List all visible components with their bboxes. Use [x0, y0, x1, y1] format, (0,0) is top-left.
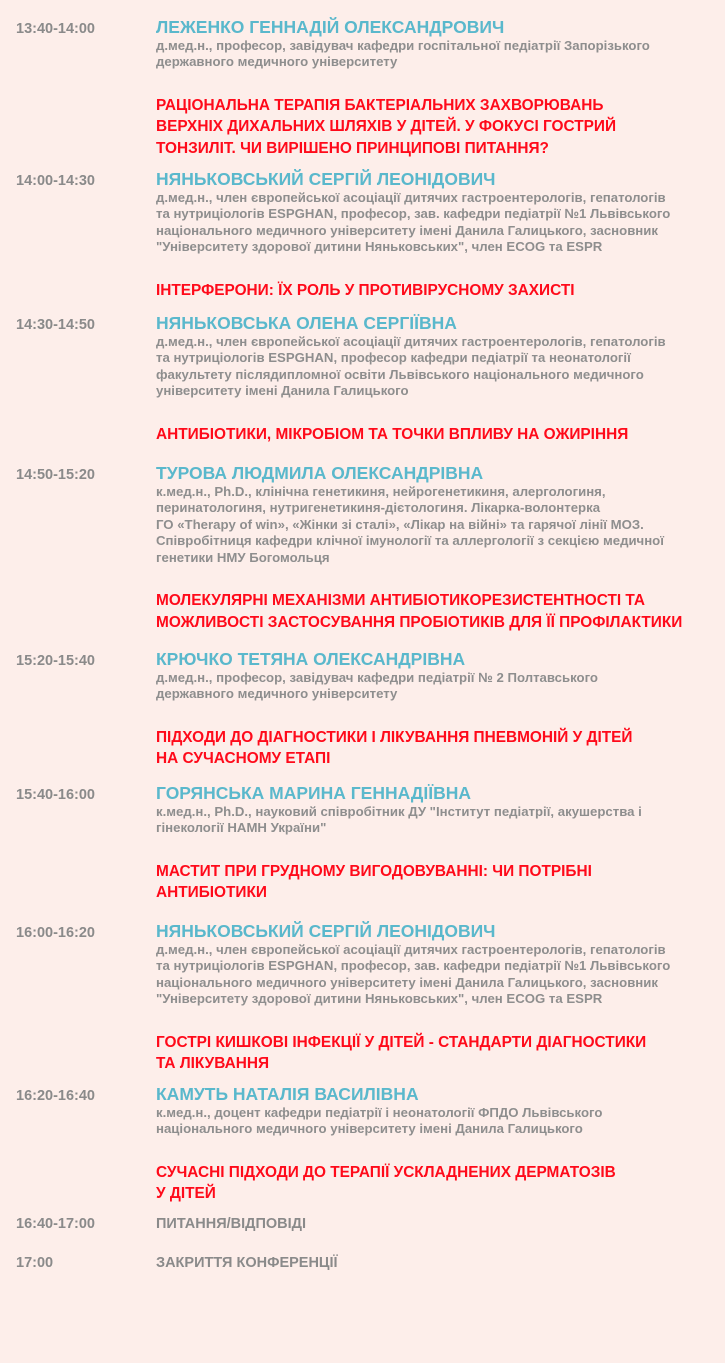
session-time: 16:00-16:20 [16, 925, 95, 941]
speaker-bio [156, 38, 701, 71]
session-content [156, 649, 701, 770]
talk-title [156, 95, 701, 160]
session-content [156, 169, 701, 301]
session-content [156, 463, 701, 633]
speaker-name: НЯНЬКОВСЬКИЙ СЕРГІЙ ЛЕОНІДОВИЧ [156, 921, 496, 941]
talk-title-line: МОЖЛИВОСТІ ЗАСТОСУВАННЯ ПРОБІОТИКІВ ДЛЯ ЇЇ ПРОФІЛАКТИКИ [156, 613, 683, 631]
closing-label: ПИТАННЯ/ВІДПОВІДІ [156, 1216, 307, 1232]
session-content [156, 921, 701, 1075]
session-content [156, 1215, 701, 1233]
speaker-bio [156, 670, 701, 703]
bio-line: к.мед.н., Ph.D., клінічна генетикиня, нейрогенетикиня, алергологиня, [156, 484, 606, 499]
session-content [156, 1084, 701, 1205]
bio-line: "Університету здорової дитини Няньковських", член ECOG та ESPR [156, 239, 603, 255]
bio-line: д.мед.н., член європейської асоціації дитячих гастроентерологів, гепатологів [156, 334, 666, 349]
session-content [156, 313, 701, 445]
bio-line: факультету післядипломної освіти Львівського національного медичного [156, 366, 644, 382]
session-content [156, 17, 701, 159]
session-time: 14:30-14:50 [16, 317, 95, 333]
bio-line: ГО «Therapy of win», «Жінки зі сталі», «Лікар на війні» та гарячої лінії МОЗ. [156, 516, 644, 532]
bio-line: національного медичного університету імені Данила Галицького, засновник [156, 974, 658, 990]
speaker-name: КРЮЧКО ТЕТЯНА ОЛЕКСАНДРІВНА [156, 649, 466, 669]
bio-line: к.мед.н., доцент кафедри педіатрії і неонатології ФПДО Львівського [156, 1105, 603, 1120]
session-time: 16:40-17:00 [16, 1216, 95, 1232]
speaker-name: ЛЕЖЕНКО ГЕННАДІЙ ОЛЕКСАНДРОВИЧ [156, 17, 505, 37]
talk-title-line: ПІДХОДИ ДО ДІАГНОСТИКИ І ЛІКУВАННЯ ПНЕВМОНІЙ У ДІТЕЙ [156, 728, 633, 746]
speaker-name: НЯНЬКОВСЬКА ОЛЕНА СЕРГІЇВНА [156, 313, 457, 333]
session-time: 17:00 [16, 1255, 54, 1271]
bio-line: державного медичного університету [156, 54, 398, 70]
speaker-bio [156, 804, 701, 837]
talk-title-line: НА СУЧАСНОМУ ЕТАПІ [156, 750, 331, 768]
session-time: 15:20-15:40 [16, 653, 95, 669]
talk-title-line: ТА ЛІКУВАННЯ [156, 1055, 270, 1073]
talk-title-line: ГОСТРІ КИШКОВІ ІНФЕКЦІЇ У ДІТЕЙ - СТАНДАРТИ ДІАГНОСТИКИ [156, 1033, 647, 1051]
talk-title-line: ТОНЗИЛІТ. ЧИ ВИРІШЕНО ПРИНЦИПОВІ ПИТАННЯ? [156, 139, 549, 157]
speaker-bio [156, 1105, 701, 1138]
bio-line: "Університету здорової дитини Няньковських", член ECOG та ESPR [156, 991, 603, 1007]
speaker-name: НЯНЬКОВСЬКИЙ СЕРГІЙ ЛЕОНІДОВИЧ [156, 169, 496, 189]
session-time: 14:00-14:30 [16, 173, 95, 189]
talk-title-line: ІНТЕРФЕРОНИ: ЇХ РОЛЬ У ПРОТИВІРУСНОМУ ЗАХИСТІ [156, 281, 575, 299]
talk-title [156, 424, 701, 446]
speaker-name: ТУРОВА ЛЮДМИЛА ОЛЕКСАНДРІВНА [156, 463, 484, 483]
bio-line: д.мед.н., професор, завідувач кафедри педіатрії № 2 Полтавського [156, 670, 598, 685]
speaker-bio [156, 942, 701, 1008]
talk-title [156, 861, 701, 904]
talk-title-line: У ДІТЕЙ [156, 1185, 216, 1203]
bio-line: та нутриціологів ESPGHAN, професор кафедри педіатрії та неонатології [156, 350, 631, 366]
bio-line: д.мед.н., член європейської асоціації дитячих гастроентерологів, гепатологів [156, 190, 666, 205]
bio-line: та нутриціологів ESPGHAN, професор, зав. кафедри педіатрії №1 Львівського [156, 206, 671, 222]
talk-title-line: СУЧАСНІ ПІДХОДИ ДО ТЕРАПІЇ УСКЛАДНЕНИХ ДЕРМАТОЗІВ [156, 1163, 616, 1181]
bio-line: університету імені Данила Галицького [156, 383, 409, 399]
speaker-name: ГОРЯНСЬКА МАРИНА ГЕННАДІЇВНА [156, 783, 471, 803]
talk-title [156, 727, 701, 770]
closing-label: ЗАКРИТТЯ КОНФЕРЕНЦІЇ [156, 1255, 338, 1271]
bio-line: генетики НМУ Богомольця [156, 549, 330, 565]
bio-line: національного медичного університету імені Данила Галицького [156, 1121, 583, 1137]
session-time: 14:50-15:20 [16, 467, 95, 483]
talk-title [156, 280, 701, 302]
talk-title-line: АНТИБІОТИКИ [156, 884, 267, 902]
bio-line: д.мед.н., професор, завідувач кафедри госпітальної педіатрії Запорізького [156, 38, 650, 53]
session-content [156, 1254, 701, 1272]
talk-title-line: МАСТИТ ПРИ ГРУДНОМУ ВИГОДОВУВАННІ: ЧИ ПОТРІБНІ [156, 862, 592, 880]
talk-title [156, 1162, 701, 1205]
speaker-name: КАМУТЬ НАТАЛІЯ ВАСИЛІВНА [156, 1084, 419, 1104]
talk-title-line: МОЛЕКУЛЯРНІ МЕХАНІЗМИ АНТИБІОТИКОРЕЗИСТЕНТНОСТІ ТА [156, 592, 645, 610]
bio-line: к.мед.н., Ph.D., науковий співробітник ДУ "Інститут педіатрії, акушерства і [156, 804, 642, 819]
talk-title-line: АНТИБІОТИКИ, МІКРОБІОМ ТА ТОЧКИ ВПЛИВУ НА ОЖИРІННЯ [156, 425, 629, 443]
session-content [156, 783, 701, 904]
talk-title-line: ВЕРХНІХ ДИХАЛЬНИХ ШЛЯХІВ У ДІТЕЙ. У ФОКУСІ ГОСТРИЙ [156, 118, 617, 136]
bio-line: державного медичного університету [156, 686, 398, 702]
speaker-bio [156, 334, 701, 400]
bio-line: Співробітниця кафедри клічної імунології та аллергології з секцією медичної [156, 533, 664, 549]
bio-line: д.мед.н., член європейської асоціації дитячих гастроентерологів, гепатологів [156, 942, 666, 957]
bio-line: та нутриціологів ESPGHAN, професор, зав. кафедри педіатрії №1 Львівського [156, 958, 671, 974]
session-time: 15:40-16:00 [16, 787, 95, 803]
talk-title [156, 1032, 701, 1075]
speaker-bio [156, 190, 701, 256]
session-time: 13:40-14:00 [16, 21, 95, 37]
bio-line: національного медичного університету імені Данила Галицького, засновник [156, 222, 658, 238]
speaker-bio [156, 484, 701, 566]
talk-title [156, 590, 701, 633]
talk-title-line: РАЦІОНАЛЬНА ТЕРАПІЯ БАКТЕРІАЛЬНИХ ЗАХВОРЮВАНЬ [156, 96, 604, 114]
bio-line: гінекології НАМН України" [156, 820, 327, 836]
bio-line: перинатологиня, нутригенетикиня-дієтологиня. Лікарка-волонтерка [156, 500, 601, 516]
session-time: 16:20-16:40 [16, 1088, 95, 1104]
